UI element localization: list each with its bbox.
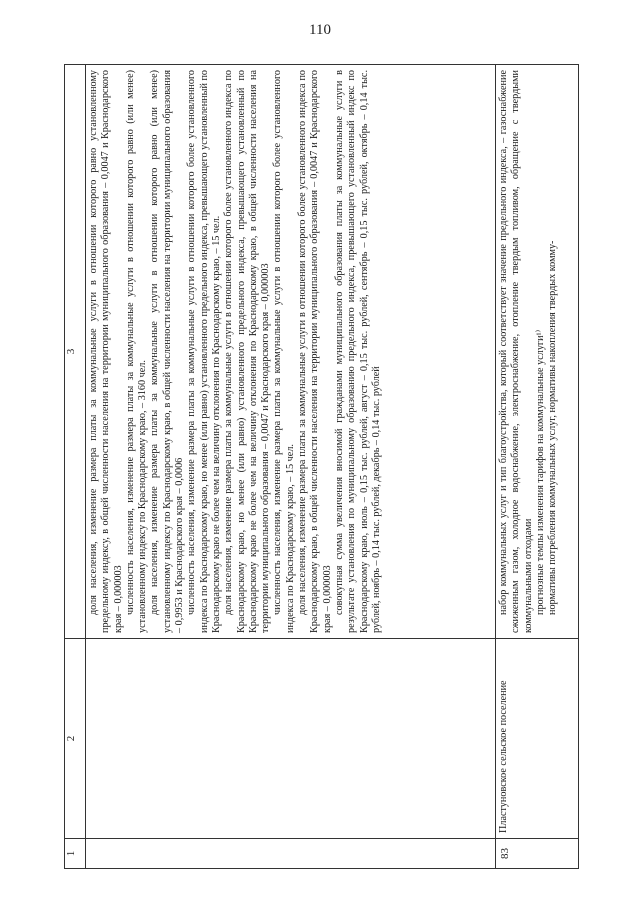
paragraph: набор коммунальных услуг и тип благоустройства, который соответствует значение предельного индекса, – газоснабжение сжиженным газом, холодное водоснабжение, электроснабжение, отопление твердым топливом, обращение с твердыми коммунальными отходами [498, 70, 534, 633]
paragraph: доля населения, изменение размера платы за коммунальные услуги в отношении которого более установленного индекса по Краснодарскому краю, но менее (или равно) установленного предельного индекса, превышающего установленный по Краснодарскому краю не более чем на величину отклонения по Краснодарскому краю, в общей численности населения на территории муниципального образования – 0,0047 и Краснодарского края – 0,000003 [223, 70, 272, 633]
header-row [65, 65, 86, 869]
page-number: 110 [309, 22, 331, 38]
paragraph: численность населения, изменение размера платы за коммунальные услуги в отношении которого равно (или менее) установленному индексу по Краснодарскому краю, – 3160 чел. [124, 70, 149, 633]
header-col-2: 2 [65, 639, 86, 839]
paragraph: совокупная сумма увеличения вносимой гражданами муниципального образования платы за коммунальные услуги в результате установления по муниципальному образованию предельного индекса, превышающего установленный индекс по Краснодарскому краю, июль – 0,15 тыс. рублей, август – 0,15 тыс. рублей, сентябрь – 0,15 тыс. рублей, октябрь – 0,14 тыс. рублей, ноябрь – 0,14 тыс. рублей, декабрь – 0,14 тыс. рублей [333, 70, 382, 633]
paragraph: численность населения, изменение размера платы за коммунальные услуги в отношении которого более установленного индекса по Краснодарскому краю, – 15 чел. [272, 70, 296, 633]
table-row-continued [86, 65, 496, 869]
municipality-name: Пластуновское сельское поселение [496, 639, 579, 839]
paragraph: численность населения, изменение размера платы за коммунальные услуги в отношении которого более установленного индекса по Краснодарскому краю, но менее (или равно) установленного предельного индекса, превышающего установленный по Краснодарскому краю не более чем на величину отклонения по Краснодарскому краю, – 15 чел. [186, 70, 222, 633]
rotated-table-wrapper [64, 64, 579, 869]
cell-continued-content [86, 65, 496, 639]
header-col-1: 1 [65, 839, 86, 869]
paragraph: доля населения, изменение размера платы за коммунальные услуги в отношении которого более установленного индекса по Краснодарскому краю, в общей численности населения на территории муниципального образования – 0,0047 и Краснодарского края – 0,000003 [297, 70, 333, 633]
cell-83-content [496, 65, 579, 639]
table-row-83 [496, 65, 579, 869]
paragraph: доля населения, изменение размера платы за коммунальные услуги в отношении которого равно (или менее) установленному индексу по Краснодарскому краю, в общей численности населения на территории муниципального образования – 0,9953 и Краснодарского края – 0,0006 [149, 70, 186, 633]
paragraph: доля населения, изменение размера платы за коммунальные услуги в отношении которого равно установленному предельному индексу, в общей численности населения на территории муниципального образования – 0,0047 и Краснодарского края – 0,000003 [88, 70, 124, 633]
paragraph: прогнозные темпы изменения тарифов на коммунальные услуги¹⁾ [534, 329, 546, 615]
paragraph: нормативы потребления коммунальных услуг, нормативы накопления твердых комму- [547, 240, 559, 615]
municipal-index-table [64, 64, 579, 869]
cell-continued-name [86, 639, 496, 839]
row-number: 83 [496, 839, 579, 869]
cell-continued-num [86, 839, 496, 869]
header-col-3: 3 [65, 65, 86, 639]
